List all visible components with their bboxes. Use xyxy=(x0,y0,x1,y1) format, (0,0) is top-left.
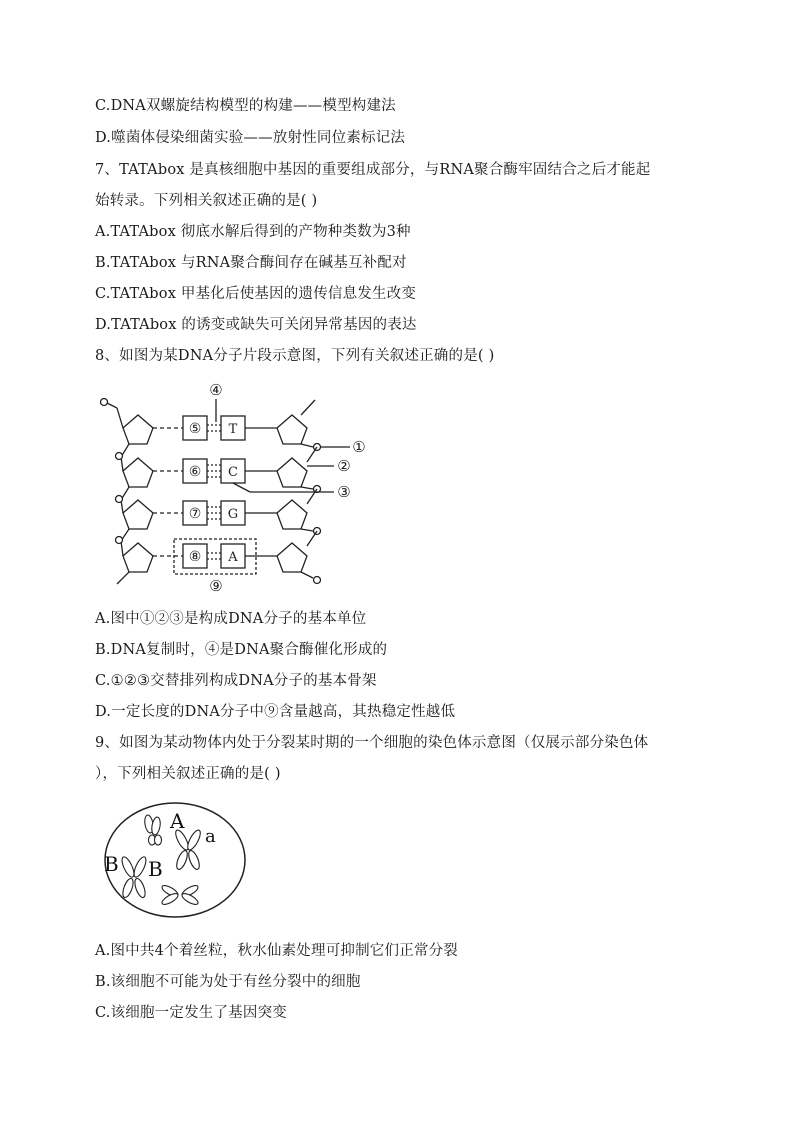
right-nucleotide-2 xyxy=(277,458,321,504)
q9-stem-line1: 9、如图为某动物体内处于分裂某时期的一个细胞的染色体示意图（仅展示部分染色体 xyxy=(95,735,649,751)
left-nucleotide-1 xyxy=(101,399,154,458)
q7-stem-line2: 始转录。下列相关叙述正确的是( ) xyxy=(95,193,318,209)
gene-label-a: a xyxy=(205,826,216,847)
q7-option-d: D.TATAbox 的诱变或缺失可关闭异常基因的表达 xyxy=(95,317,417,333)
q6-option-d: D.噬菌体侵染细菌实验——放射性同位素标记法 xyxy=(95,130,406,146)
q8-option-c: C.①②③交替排列构成DNA分子的基本骨架 xyxy=(95,673,377,689)
base-label-8: ⑧ xyxy=(188,549,202,565)
q7-stem-line1: 7、TATAbox 是真核细胞中基因的重要组成部分，与RNA聚合酶牢固结合之后才能起 xyxy=(95,162,651,178)
q8-option-b: B.DNA复制时，④是DNA聚合酶催化形成的 xyxy=(95,642,388,658)
gene-label-A: A xyxy=(170,809,185,833)
left-nucleotide-2 xyxy=(116,453,154,501)
gene-label-B-right: B xyxy=(148,857,163,881)
q6-option-c: C.DNA双螺旋结构模型的构建——模型构建法 xyxy=(95,98,396,114)
base-label-5: ⑤ xyxy=(188,421,202,437)
left-nucleotide-3 xyxy=(116,496,154,542)
q7-option-c: C.TATAbox 甲基化后使基因的遗传信息发生改变 xyxy=(95,286,417,302)
right-nucleotide-4 xyxy=(277,543,321,584)
q9-option-a: A.图中共4个着丝粒，秋水仙素处理可抑制它们正常分裂 xyxy=(95,943,459,959)
right-nucleotide-3 xyxy=(277,500,321,546)
q7-option-a: A.TATAbox 彻底水解后得到的产物种类数为3种 xyxy=(95,224,411,240)
q9-option-b: B.该细胞不可能为处于有丝分裂中的细胞 xyxy=(95,974,361,990)
base-label-a: A xyxy=(228,550,238,565)
label-1: ① xyxy=(352,438,366,456)
q9-option-c: C.该细胞一定发生了基因突变 xyxy=(95,1005,287,1021)
label-3: ③ xyxy=(337,483,351,501)
q8-stem: 8、如图为某DNA分子片段示意图，下列有关叙述正确的是( ) xyxy=(95,348,495,364)
label-9: ⑨ xyxy=(209,577,223,595)
right-nucleotide-1 xyxy=(277,400,321,462)
label-4: ④ xyxy=(209,381,223,399)
base-label-g: G xyxy=(227,507,239,522)
q8-option-a: A.图中①②③是构成DNA分子的基本单位 xyxy=(95,611,367,627)
base-label-c: C xyxy=(228,465,238,480)
q8-option-d: D.一定长度的DNA分子中⑨含量越高，其热稳定性越低 xyxy=(95,704,456,720)
left-nucleotide-4 xyxy=(116,537,154,585)
q7-option-b: B.TATAbox 与RNA聚合酶间存在碱基互补配对 xyxy=(95,255,407,271)
cell-chromosome-diagram xyxy=(100,796,250,926)
q9-stem-line2: ），下列相关叙述正确的是( ) xyxy=(95,766,281,782)
base-label-7: ⑦ xyxy=(188,506,202,522)
label-2: ② xyxy=(337,457,351,475)
base-label-6: ⑥ xyxy=(188,464,202,480)
gene-label-B-left: B xyxy=(104,852,119,876)
base-label-t: T xyxy=(228,422,238,437)
